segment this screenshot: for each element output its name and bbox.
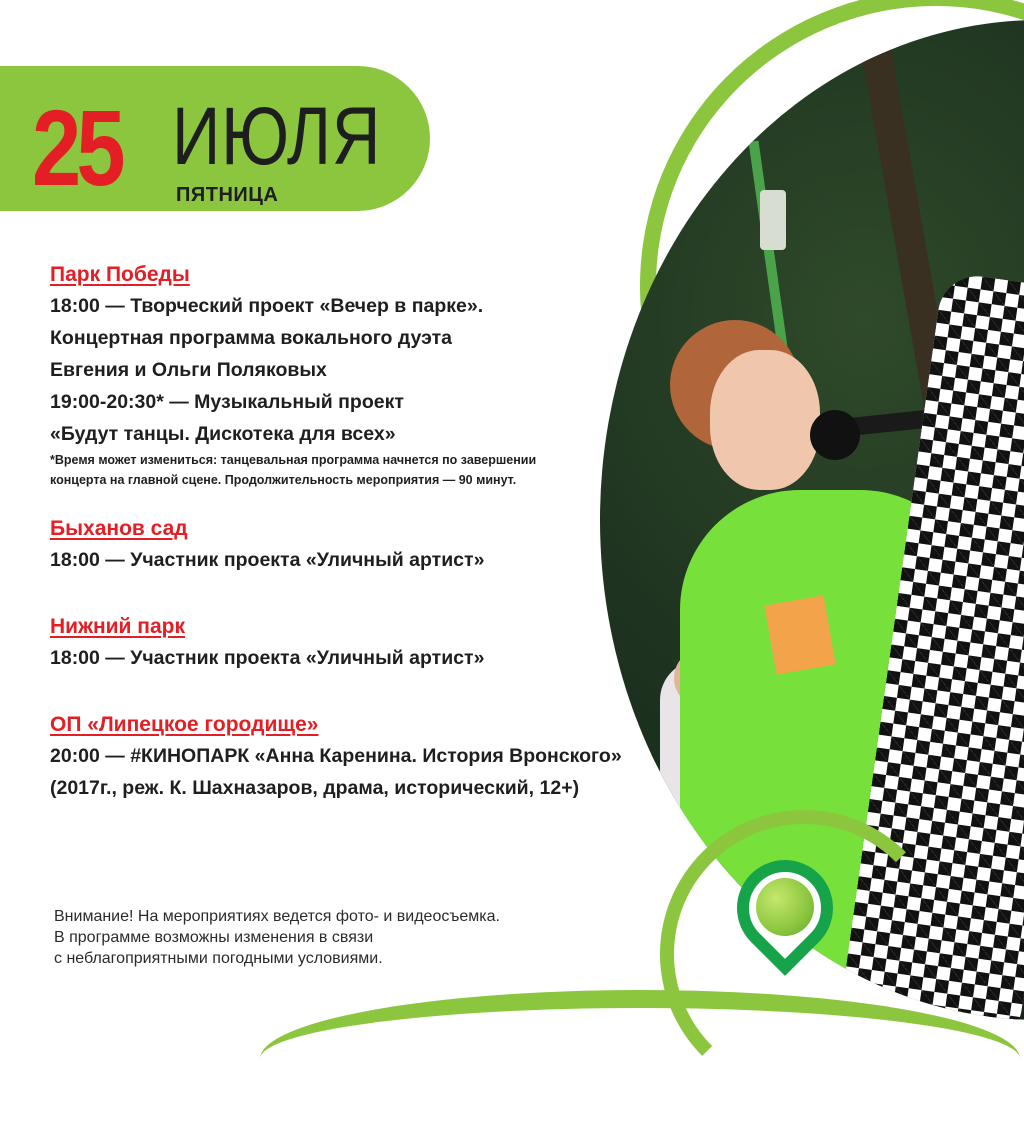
- event-line: 18:00 — Участник проекта «Уличный артист»: [50, 647, 485, 669]
- event-line: 20:00 — #КИНОПАРК «Анна Каренина. История Вронского»: [50, 745, 622, 767]
- photo-lamp: [760, 190, 786, 250]
- event-note: *Время может измениться: танцевальная программа начнется по завершении: [50, 453, 537, 467]
- event-line: Концертная программа вокального дуэта: [50, 327, 452, 349]
- footer-line: Внимание! На мероприятиях ведется фото- и видеосъемка.: [54, 908, 500, 925]
- venue-title: Быханов сад: [50, 517, 188, 540]
- event-line: «Будут танцы. Дискотека для всех»: [50, 423, 396, 445]
- date-weekday: ПЯТНИЦА: [176, 184, 279, 206]
- date-month: ИЮЛЯ: [172, 91, 382, 182]
- event-line: 18:00 — Участник проекта «Уличный артист»: [50, 549, 485, 571]
- event-line: 19:00-20:30* — Музыкальный проект: [50, 391, 404, 413]
- event-line: Евгения и Ольги Поляковых: [50, 359, 327, 381]
- venue-title: ОП «Липецкое городище»: [50, 713, 319, 736]
- event-note: концерта на главной сцене. Продолжительность мероприятия — 90 минут.: [50, 473, 517, 487]
- decorative-swoosh: [260, 990, 1020, 1128]
- date-day: 25: [32, 87, 121, 208]
- event-line: 18:00 — Творческий проект «Вечер в парке».: [50, 295, 484, 317]
- venue-title: Парк Победы: [50, 263, 190, 286]
- event-line: (2017г., реж. К. Шахназаров, драма, исторический, 12+): [50, 777, 580, 799]
- schedule: [50, 260, 650, 804]
- footer-line: В программе возможны изменения в связи: [54, 929, 374, 946]
- logo-ball-icon: [756, 878, 814, 936]
- footer-notice: [54, 906, 654, 969]
- venue-title: Нижний парк: [50, 615, 186, 638]
- footer-line: с неблагоприятными погодными условиями.: [54, 950, 383, 967]
